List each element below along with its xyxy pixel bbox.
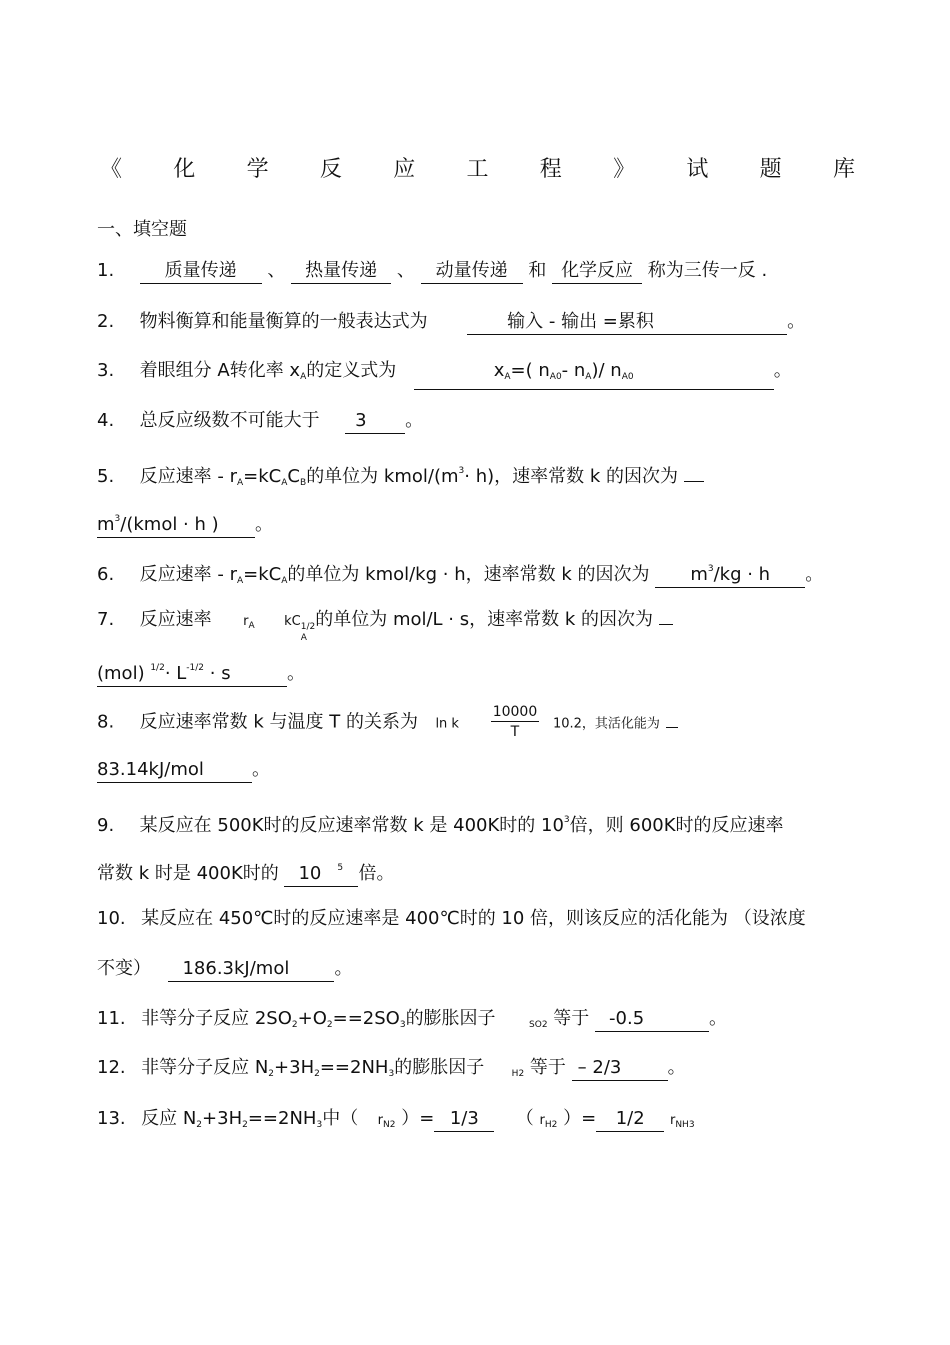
title-char: 学 xyxy=(246,157,269,182)
answer-blank: 热量传递 xyxy=(291,260,391,284)
question-11: 11. 非等分子反应 $2SO_2+O_2==2SO_3$的膨胀因子 $_{SO2}$ 等于 -0.5 。 xyxy=(97,1008,728,1030)
question-5-answer: $m^3/(kmol \cdot h$ ) 。 xyxy=(97,508,273,538)
title-char: 库 xyxy=(832,157,855,182)
question-13: 13. 反应 $N_2+3H_2==2NH_3$中（ $r_{N2}$ ）= 1/3 （ $r_{H2}$ ）= 1/2 $r_{NH3}$ xyxy=(97,1108,695,1130)
title-char: 试 xyxy=(686,157,709,182)
title-char: 《 xyxy=(100,157,123,182)
question-1: 1. 质量传递 、 热量传递 、 动量传递 和 化学反应 称为三传一反 . xyxy=(97,258,767,284)
question-7-answer: (mol) $^{1/2}\cdot L^{-1/2} \cdot s$ 。 xyxy=(97,657,305,687)
answer-blank: 1/2 xyxy=(596,1108,664,1132)
title-char: 反 xyxy=(319,157,342,182)
answer-blank: 83.14kJ/mol xyxy=(97,759,252,783)
question-2: 2. 物料衡算和能量衡算的一般表达式为 输入 - 输出 =累积 。 xyxy=(97,309,805,335)
title-char: 》 xyxy=(613,157,636,182)
title-char: 程 xyxy=(539,157,562,182)
question-4: 4. 总反应级数不可能大于 3 。 xyxy=(97,408,423,434)
question-6: 6. 反应速率 - $r_A=kC_A$的单位为 kmol/kg · h，速率常数 k 的因次为 $m^3/kg \cdot h$ 。 xyxy=(97,558,823,594)
answer-blank: 输入 - 输出 =累积 xyxy=(467,311,787,335)
question-3: 3. 着眼组分 A转化率 $x_A$的定义式为 $x_A=$( $n_{A0}-$ $n_A)/$ $n_{A0}$ 。 xyxy=(97,358,792,390)
answer-blank: $x_A=$( $n_{A0}-$ $n_A)/$ $n_{A0}$ xyxy=(414,360,774,390)
question-9: 9. 某反应在 500K时的反应速率常数 k 是 400K时的 $10^3$倍，则 600K时的反应速率 xyxy=(97,815,784,836)
title-char: 工 xyxy=(466,157,489,182)
title-char: 应 xyxy=(393,157,416,182)
section-heading: 一、填空题 xyxy=(97,219,187,240)
page-title xyxy=(100,152,855,183)
answer-blank: 质量传递 xyxy=(140,260,262,284)
title-char: 题 xyxy=(759,157,782,182)
answer-blank: 动量传递 xyxy=(421,260,523,284)
answer-blank: 3 xyxy=(345,410,405,434)
question-12: 12. 非等分子反应 $N_2+3H_2==2NH_3$的膨胀因子 $_{H2}$ 等于 – 2/3 。 xyxy=(97,1057,686,1079)
question-10: 10. 某反应在 450℃时的反应速率是 400℃时的 10 倍，则该反应的活化能为 （设浓度 xyxy=(97,908,806,929)
answer-blank: 化学反应 xyxy=(552,260,642,284)
question-8: 8. 反应速率常数 k 与温度 T 的关系为 ln k $\frac{10000}{T}$ 10.2，其活化能为 xyxy=(97,703,678,742)
question-9-line2: 常数 k 时是 400K时的 10 $^5$ 倍。 xyxy=(97,857,394,887)
fraction: $\frac{10000}{T}$ xyxy=(492,704,538,740)
answer-blank: $m^3/kg \cdot h$ xyxy=(655,558,805,588)
question-7: 7. 反应速率 $r_A$ kC 1/2 A 的单位为 mol/L · s，速率常数 k 的因次为 xyxy=(97,607,673,644)
answer-blank: 1/3 xyxy=(434,1108,494,1132)
question-10-line2: 不变） 186.3kJ/mol 。 xyxy=(97,956,352,982)
question-8-answer: 83.14kJ/mol 。 xyxy=(97,757,270,783)
question-5: 5. 反应速率 - $r_A=kC_AC_B$的单位为 kmol/$(m^3\cdot h)$，速率常数 k 的因次为 xyxy=(97,458,704,496)
answer-blank: (mol) $^{1/2}\cdot L^{-1/2} \cdot s$ xyxy=(97,657,287,687)
answer-blank: – 2/3 xyxy=(572,1057,668,1081)
answer-blank: $m^3/(kmol \cdot h$ ) xyxy=(97,508,255,538)
answer-blank: -0.5 xyxy=(595,1008,709,1032)
title-char: 化 xyxy=(173,157,196,182)
answer-blank: 10 $^5$ xyxy=(284,857,358,887)
answer-blank: 186.3kJ/mol xyxy=(168,958,334,982)
